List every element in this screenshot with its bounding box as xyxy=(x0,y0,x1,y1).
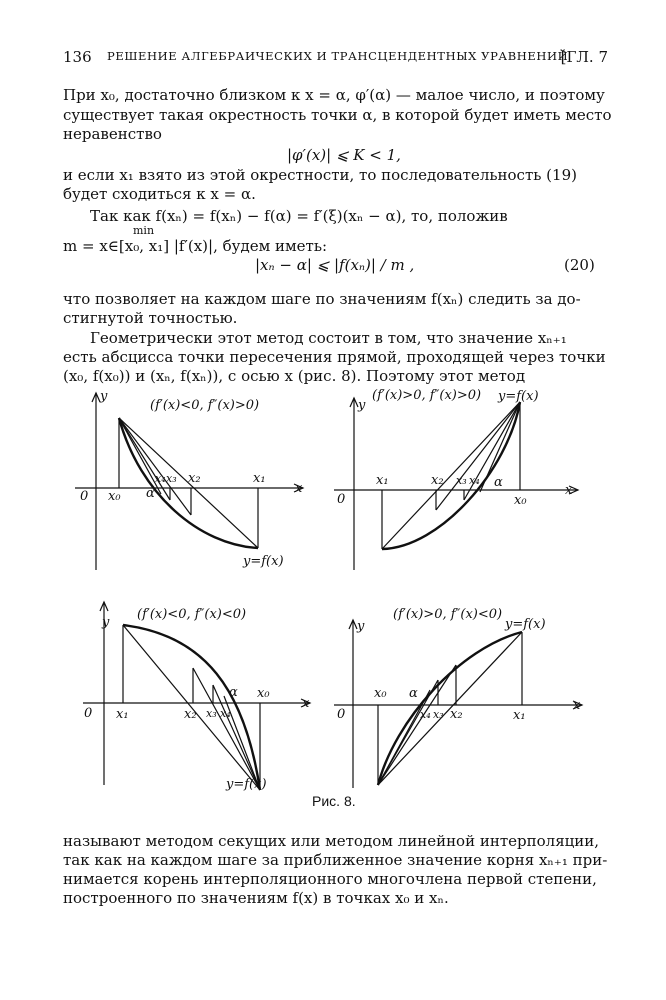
panel-1-point-5: x₁ xyxy=(253,471,266,486)
panel-4-condition: (f′(x)>0, f″(x)<0) xyxy=(393,607,503,622)
chapter-label: [ГЛ. 7 xyxy=(560,48,608,66)
text-line-3: неравенство xyxy=(63,125,162,143)
panel-2-y-label: y xyxy=(358,398,366,413)
panel-1-point-3: x₃ xyxy=(166,472,177,485)
panel-3-x-label: x xyxy=(302,696,310,711)
panel-2-point-3: x₄ xyxy=(469,474,480,487)
panel-2-point-1: x₂ xyxy=(431,473,444,488)
panel-2-x-label: x xyxy=(565,483,573,498)
text-line-14: так как на каждом шаге за приближенное значение корня xₙ₊₁ при- xyxy=(63,851,608,869)
inequality-formula: |φ′(x)| ⩽ K < 1, xyxy=(287,146,401,164)
panel-2-point-4: α xyxy=(494,475,503,490)
page-number: 136 xyxy=(63,48,92,66)
text-line-7: m = x∈[x₀, x₁] |f′(x)|, будем иметь: xyxy=(63,237,328,255)
panel-4-point-5: x₁ xyxy=(513,708,526,723)
panel-4-y-label: y xyxy=(357,619,365,634)
panel-3-point-4: α xyxy=(229,685,238,700)
panel-4 xyxy=(334,620,582,788)
text-line-10: Геометрически этот метод состоит в том, что значение xₙ₊₁ xyxy=(90,329,567,347)
panel-1-x-label: x xyxy=(295,481,303,496)
panel-1-point-0: x₀ xyxy=(108,489,121,504)
text-line-6: Так как f(xₙ) = f(xₙ) − f(α) = f′(ξ)(xₙ − α), то, положив xyxy=(90,207,508,225)
text-line-9: стигнутой точностью. xyxy=(63,309,238,327)
panel-1-point-4: x₂ xyxy=(188,471,201,486)
min-operator: min xyxy=(133,224,155,237)
panel-1-y-label: y xyxy=(100,389,108,404)
panel-2-point-2: x₃ xyxy=(456,474,467,487)
panel-3-curve-label: y=f(x) xyxy=(226,777,267,792)
panel-1-condition: (f′(x)<0, f″(x)>0) xyxy=(150,398,260,413)
panel-4-point-2: x₄ xyxy=(420,708,431,721)
panel-3 xyxy=(83,602,310,790)
text-line-1: При x₀, достаточно близком к x = α, φ′(α) — малое число, и поэтому xyxy=(63,86,605,104)
panel-3-condition: (f′(x)<0, f″(x)<0) xyxy=(137,607,247,622)
panel-3-point-2: x₃ xyxy=(206,707,217,720)
figure-caption: Рис. 8. xyxy=(312,793,356,809)
panel-4-x-label: x xyxy=(573,698,581,713)
running-title: РЕШЕНИЕ АЛГЕБРАИЧЕСКИХ И ТРАНСЦЕНДЕНТНЫХ УРАВНЕНИЙ xyxy=(107,49,569,63)
panel-1-curve-label: y=f(x) xyxy=(243,554,284,569)
panel-4-origin: 0 xyxy=(337,707,346,722)
panel-1-point-1: α xyxy=(146,486,155,501)
text-line-15: нимается корень интерполяционного многочлена первой степени, xyxy=(63,870,597,888)
panel-1-origin: 0 xyxy=(80,489,89,504)
text-line-13: называют методом секущих или методом линейной интерполяции, xyxy=(63,832,600,850)
panel-2-origin: 0 xyxy=(337,492,346,507)
panel-2-point-0: x₁ xyxy=(376,473,389,488)
text-line-4: и если x₁ взято из этой окрестности, то последовательность (19) xyxy=(63,166,577,184)
text-line-12: (x₀, f(x₀)) и (xₙ, f(xₙ)), с осью x (рис. 8). Поэтому этот метод xyxy=(63,367,526,385)
text-line-11: есть абсцисса точки пересечения прямой, проходящей через точки xyxy=(63,348,606,366)
panel-4-point-4: x₂ xyxy=(450,707,463,722)
panel-3-point-0: x₁ xyxy=(116,707,129,722)
panel-1-point-2: x₄ xyxy=(155,472,166,485)
panel-3-point-3: x₄ xyxy=(220,707,231,720)
panel-2-curve-label: y=f(x) xyxy=(498,389,539,404)
text-line-8: что позволяет на каждом шаге по значениям f(xₙ) следить за до- xyxy=(63,290,581,308)
panel-4-point-3: x₃ xyxy=(433,708,444,721)
panel-4-point-1: α xyxy=(409,686,418,701)
panel-4-point-0: x₀ xyxy=(374,686,387,701)
panel-4-curve-label: y=f(x) xyxy=(505,617,546,632)
panel-3-point-1: x₂ xyxy=(184,707,197,722)
panel-2-condition: (f′(x)>0, f″(x)>0) xyxy=(372,388,482,403)
text-line-16: построенного по значениям f(x) в точках x₀ и xₙ. xyxy=(63,889,449,907)
panel-3-origin: 0 xyxy=(84,706,93,721)
text-line-2: существует такая окрестность точки α, в которой будет иметь место xyxy=(63,106,612,124)
formula-20: |xₙ − α| ⩽ |f(xₙ)| / m , xyxy=(255,256,415,274)
panel-3-point-5: x₀ xyxy=(257,686,270,701)
panel-2-point-5: x₀ xyxy=(514,493,527,508)
panel-3-y-label: y xyxy=(102,615,110,630)
text-line-5: будет сходиться к x = α. xyxy=(63,185,256,203)
equation-number-20: (20) xyxy=(564,256,595,274)
